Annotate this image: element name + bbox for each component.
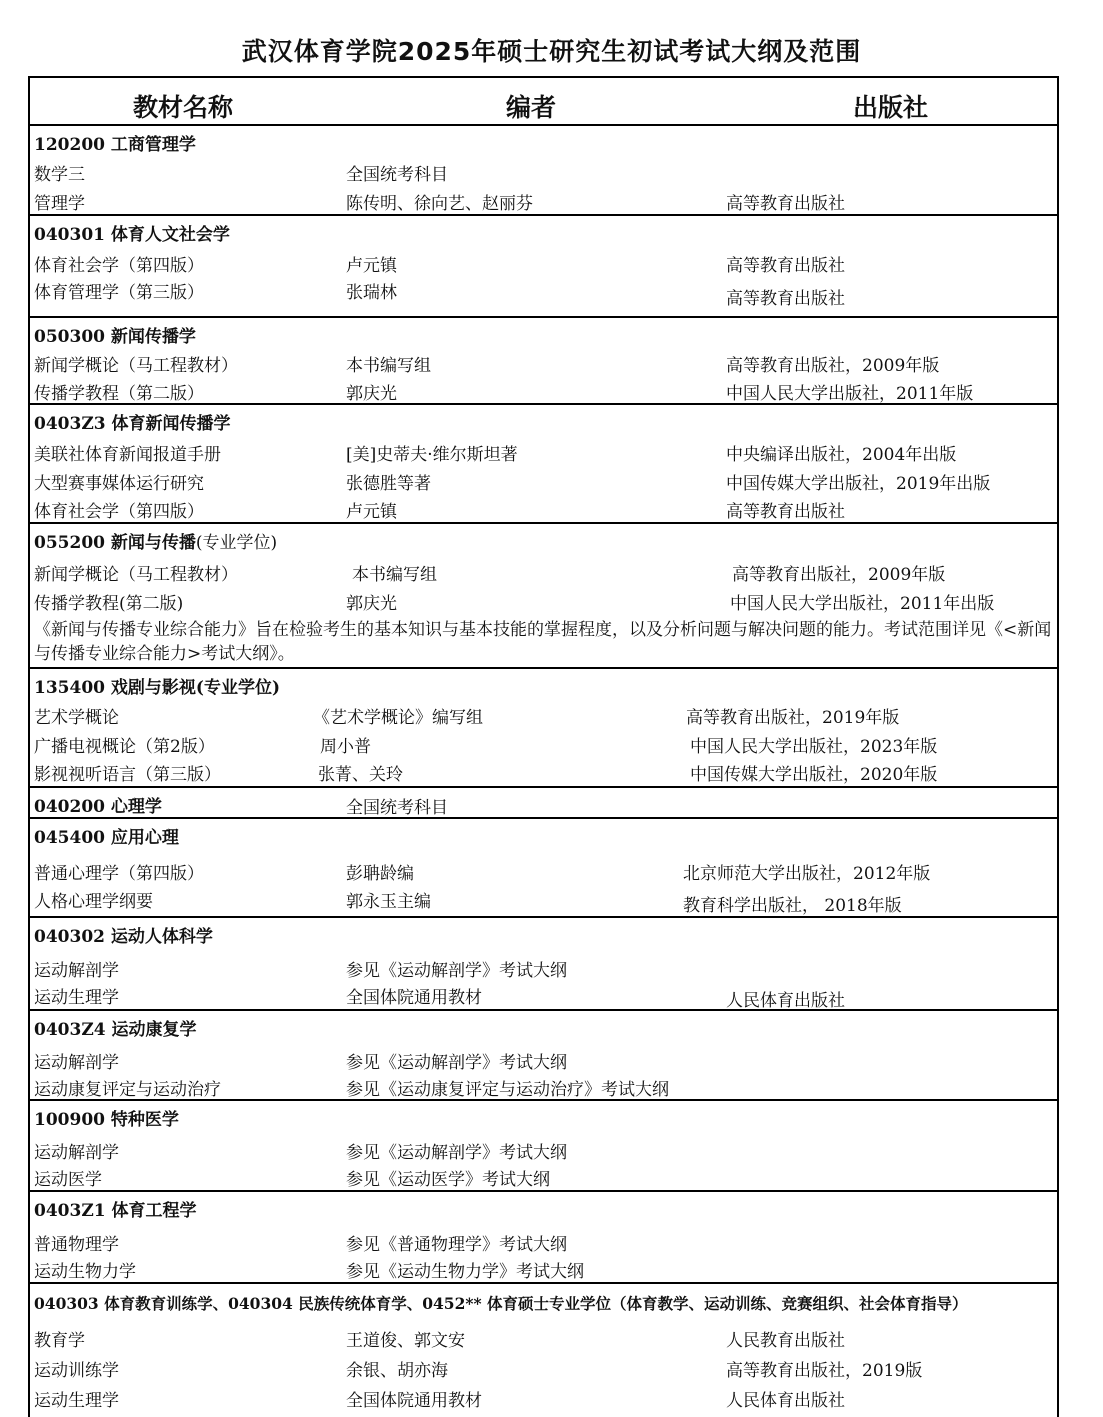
table-row: 艺术学概论 《艺术学概论》编写组 高等教育出版社，2019年版	[34, 708, 900, 728]
table-row: 体育管理学（第三版） 张瑞林 高等教育出版社	[34, 283, 845, 309]
header-publisher: 出版社	[853, 93, 929, 122]
table-row: 传播学教程（第二版） 郭庆光 中国人民大学出版社，2011年版	[34, 384, 974, 404]
table-row: 数学三 全国统考科目	[34, 165, 448, 185]
section-100900	[28, 1101, 1059, 1192]
section-heading: 040301 体育人文社会学	[34, 225, 230, 245]
section-heading: 055200 新闻与传播(专业学位)	[34, 533, 278, 553]
page-title: 武汉体育学院2025年硕士研究生初试考试大纲及范围	[241, 37, 862, 66]
section-heading: 045400 应用心理	[34, 828, 179, 848]
section-heading: 0403Z4 运动康复学	[34, 1020, 197, 1040]
section-heading: 0403Z1 体育工程学	[34, 1201, 197, 1221]
table-row: 美联社体育新闻报道手册 [美]史蒂夫·维尔斯坦著 中央编译出版社，2004年出版	[34, 445, 957, 465]
table-row: 普通物理学 参见《普通物理学》考试大纲	[34, 1235, 567, 1255]
section-055200	[28, 524, 1059, 669]
table-row: 运动生物力学 参见《运动生物力学》考试大纲	[34, 1262, 584, 1282]
table-row: 新闻学概论（马工程教材） 本书编写组 高等教育出版社，2009年版	[34, 565, 946, 585]
section-heading: 040302 运动人体科学	[34, 927, 213, 947]
section-heading: 050300 新闻传播学	[34, 327, 196, 347]
table-row: 新闻学概论（马工程教材） 本书编写组 高等教育出版社，2009年版	[34, 356, 940, 376]
table-row: 传播学教程(第二版) 郭庆光 中国人民大学出版社，2011年出版	[34, 594, 995, 614]
section-heading: 040303 体育教育训练学、040304 民族传统体育学、0452** 体育硕士专业学位（体育教学、运动训练、竞赛组织、社会体育指导）	[34, 1294, 968, 1313]
table-row: 教育学 王道俊、郭文安 人民教育出版社	[34, 1331, 845, 1351]
section-note: 《新闻与传播专业综合能力》旨在检验考生的基本知识与基本技能的掌握程度，以及分析问题与解决问题的能力。考试范围详见《<新闻与传播专业综合能力>考试大纲》。	[34, 620, 1052, 664]
section-050300	[28, 318, 1059, 405]
table-row: 运动生理学 全国体院通用教材 人民体育出版社	[34, 1391, 845, 1411]
header-editor: 编者	[506, 93, 557, 122]
header-textbook: 教材名称	[133, 93, 234, 122]
table-row: 大型赛事媒体运行研究 张德胜等著 中国传媒大学出版社，2019年出版	[34, 474, 991, 494]
table-row: 影视视听语言（第三版） 张菁、关玲 中国传媒大学出版社，2020年版	[34, 765, 938, 785]
section-sports-training	[28, 1284, 1059, 1417]
section-045400	[28, 819, 1059, 918]
table-row: 运动解剖学 参见《运动解剖学》考试大纲	[34, 961, 567, 981]
table-row: 广播电视概论（第2版） 周小普 中国人民大学出版社，2023年版	[34, 737, 938, 757]
section-heading: 0403Z3 体育新闻传播学	[34, 414, 231, 434]
table-row: 人格心理学纲要 郭永玉主编 教育科学出版社， 2018年版	[34, 892, 902, 916]
table-row: 体育社会学（第四版） 卢元镇 高等教育出版社	[34, 256, 845, 276]
section-heading: 120200 工商管理学	[34, 135, 196, 155]
section-inline-note: 全国统考科目	[346, 798, 448, 818]
table-row: 管理学 陈传明、徐向艺、赵丽芬 高等教育出版社	[34, 194, 845, 214]
section-0403Z3	[28, 405, 1059, 524]
section-135400	[28, 669, 1059, 788]
section-heading: 040200 心理学	[34, 797, 162, 817]
table-row: 体育社会学（第四版） 卢元镇 高等教育出版社	[34, 502, 845, 522]
table-row: 运动解剖学 参见《运动解剖学》考试大纲	[34, 1143, 567, 1163]
table-header	[28, 76, 1059, 126]
table-row: 运动解剖学 参见《运动解剖学》考试大纲	[34, 1053, 567, 1073]
section-0403Z1	[28, 1192, 1059, 1284]
section-040200	[28, 788, 1059, 819]
table-row: 运动康复评定与运动治疗 参见《运动康复评定与运动治疗》考试大纲	[34, 1080, 669, 1100]
section-040301	[28, 216, 1059, 318]
table-row: 运动医学 参见《运动医学》考试大纲	[34, 1170, 550, 1190]
section-heading: 135400 戏剧与影视(专业学位)	[34, 678, 280, 698]
section-0403Z4	[28, 1011, 1059, 1101]
table-row: 运动生理学 全国体院通用教材 人民体育出版社	[34, 988, 845, 1011]
table-row: 运动训练学 余银、胡亦海 高等教育出版社，2019版	[34, 1361, 923, 1381]
table-row: 普通心理学（第四版） 彭聃龄编 北京师范大学出版社，2012年版	[34, 864, 931, 884]
section-120200	[28, 126, 1059, 216]
section-040302	[28, 918, 1059, 1011]
section-heading: 100900 特种医学	[34, 1110, 179, 1130]
